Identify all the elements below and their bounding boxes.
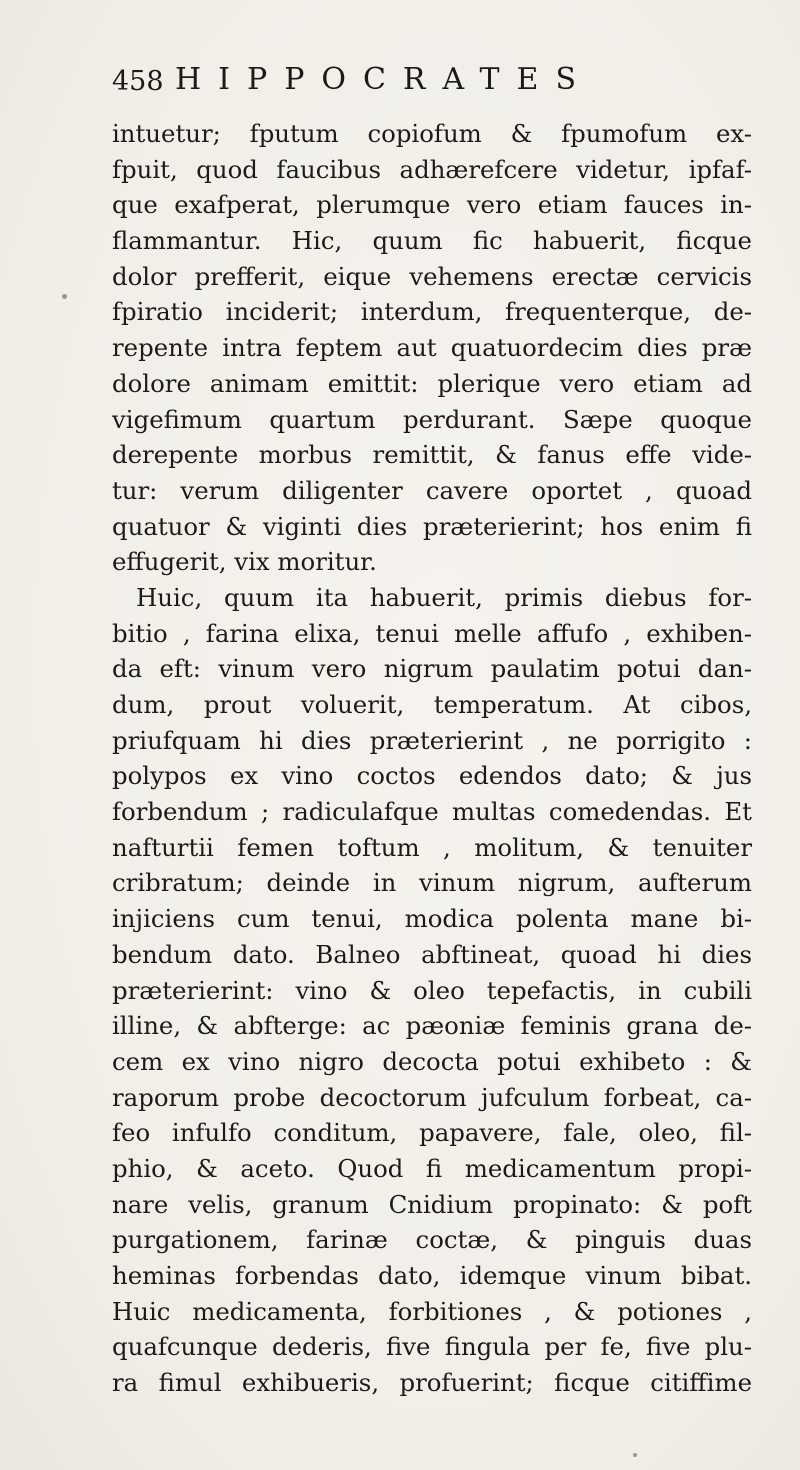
text-line: bendum dato. Balneo abftineat, quoad hi dies — [112, 939, 752, 969]
text-line: dum, prout voluerit, temperatum. At cibos, — [112, 690, 752, 719]
text-line: repente intra feptem aut quatuordecim dies præ — [112, 333, 752, 363]
running-head: HIPPOCRATES — [175, 62, 594, 97]
text-line: illine, & abfterge: ac pæoniæ feminis grana de- — [112, 1011, 752, 1041]
text-line: nare velis, granum Cnidium propinato: & poft — [112, 1189, 752, 1219]
text-line: heminas forbendas dato, idemque vinum bibat. — [112, 1261, 752, 1290]
text-line: vigefimum quartum perdurant. Sæpe quoque — [112, 404, 752, 434]
paper-speck — [62, 294, 67, 299]
text-line: fpuit, quod faucibus adhærefcere videtur, ipfaf- — [112, 154, 752, 184]
page-number: 458 — [112, 66, 164, 97]
text-line: effugerit, vix moritur. — [112, 547, 377, 577]
text-line: injiciens cum tenui, modica polenta mane bi- — [112, 904, 752, 934]
text-line: forbendum ; radiculafque multas comedendas. Et — [112, 797, 752, 827]
text-line: cribratum; deinde in vinum nigrum, aufterum — [112, 868, 752, 898]
text-line: dolor prefferit, eique vehemens erectæ cervicis — [112, 261, 752, 291]
text-line: da eft: vinum vero nigrum paulatim potui dan- — [112, 654, 752, 684]
text-line: phio, & aceto. Quod fi medicamentum propi- — [112, 1153, 752, 1183]
text-line: cem ex vino nigro decocta potui exhibeto : & — [112, 1046, 752, 1076]
text-line: polypos ex vino coctos edendos dato; & jus — [112, 761, 752, 791]
text-line: derepente morbus remittit, & fanus effe vide- — [112, 440, 752, 470]
text-line: priufquam hi dies præterierint , ne porrigito : — [112, 725, 752, 755]
page-header — [112, 62, 752, 102]
text-line: intuetur; fputum copiofum & fpumofum ex- — [112, 119, 752, 148]
text-line: nafturtii femen toftum , molitum, & tenuiter — [112, 832, 752, 862]
body-text — [112, 116, 752, 1401]
text-line: præterierint: vino & oleo tepefactis, in cubili — [112, 975, 752, 1005]
text-line: Huic, quum ita habuerit, primis diebus for- — [136, 582, 752, 612]
text-line: quafcunque dederis, five fingula per fe, five plu- — [112, 1332, 752, 1362]
text-line: dolore animam emittit: plerique vero etiam ad — [112, 368, 752, 398]
text-line: fpiratio inciderit; interdum, frequenterque, de- — [112, 297, 752, 327]
text-line: raporum probe decoctorum jufculum forbeat, ca- — [112, 1082, 752, 1112]
text-line: bitio , farina elixa, tenui melle affufo , exhiben- — [112, 618, 752, 648]
text-line: feo infulfo conditum, papavere, fale, oleo, fil- — [112, 1118, 752, 1148]
paper-speck — [633, 1453, 637, 1457]
text-line: quatuor & viginti dies præterierint; hos enim fi — [112, 511, 752, 541]
text-line: purgationem, farinæ coctæ, & pinguis duas — [112, 1225, 752, 1255]
text-line: que exafperat, plerumque vero etiam fauces in- — [112, 190, 752, 220]
text-line: flammantur. Hic, quum fic habuerit, ficque — [112, 226, 752, 256]
text-line: ra fimul exhibueris, profuerint; ficque citiffime — [112, 1368, 752, 1398]
text-line: tur: verum diligenter cavere oportet , quoad — [112, 475, 752, 505]
text-line: Huic medicamenta, forbitiones , & potiones , — [112, 1296, 752, 1326]
